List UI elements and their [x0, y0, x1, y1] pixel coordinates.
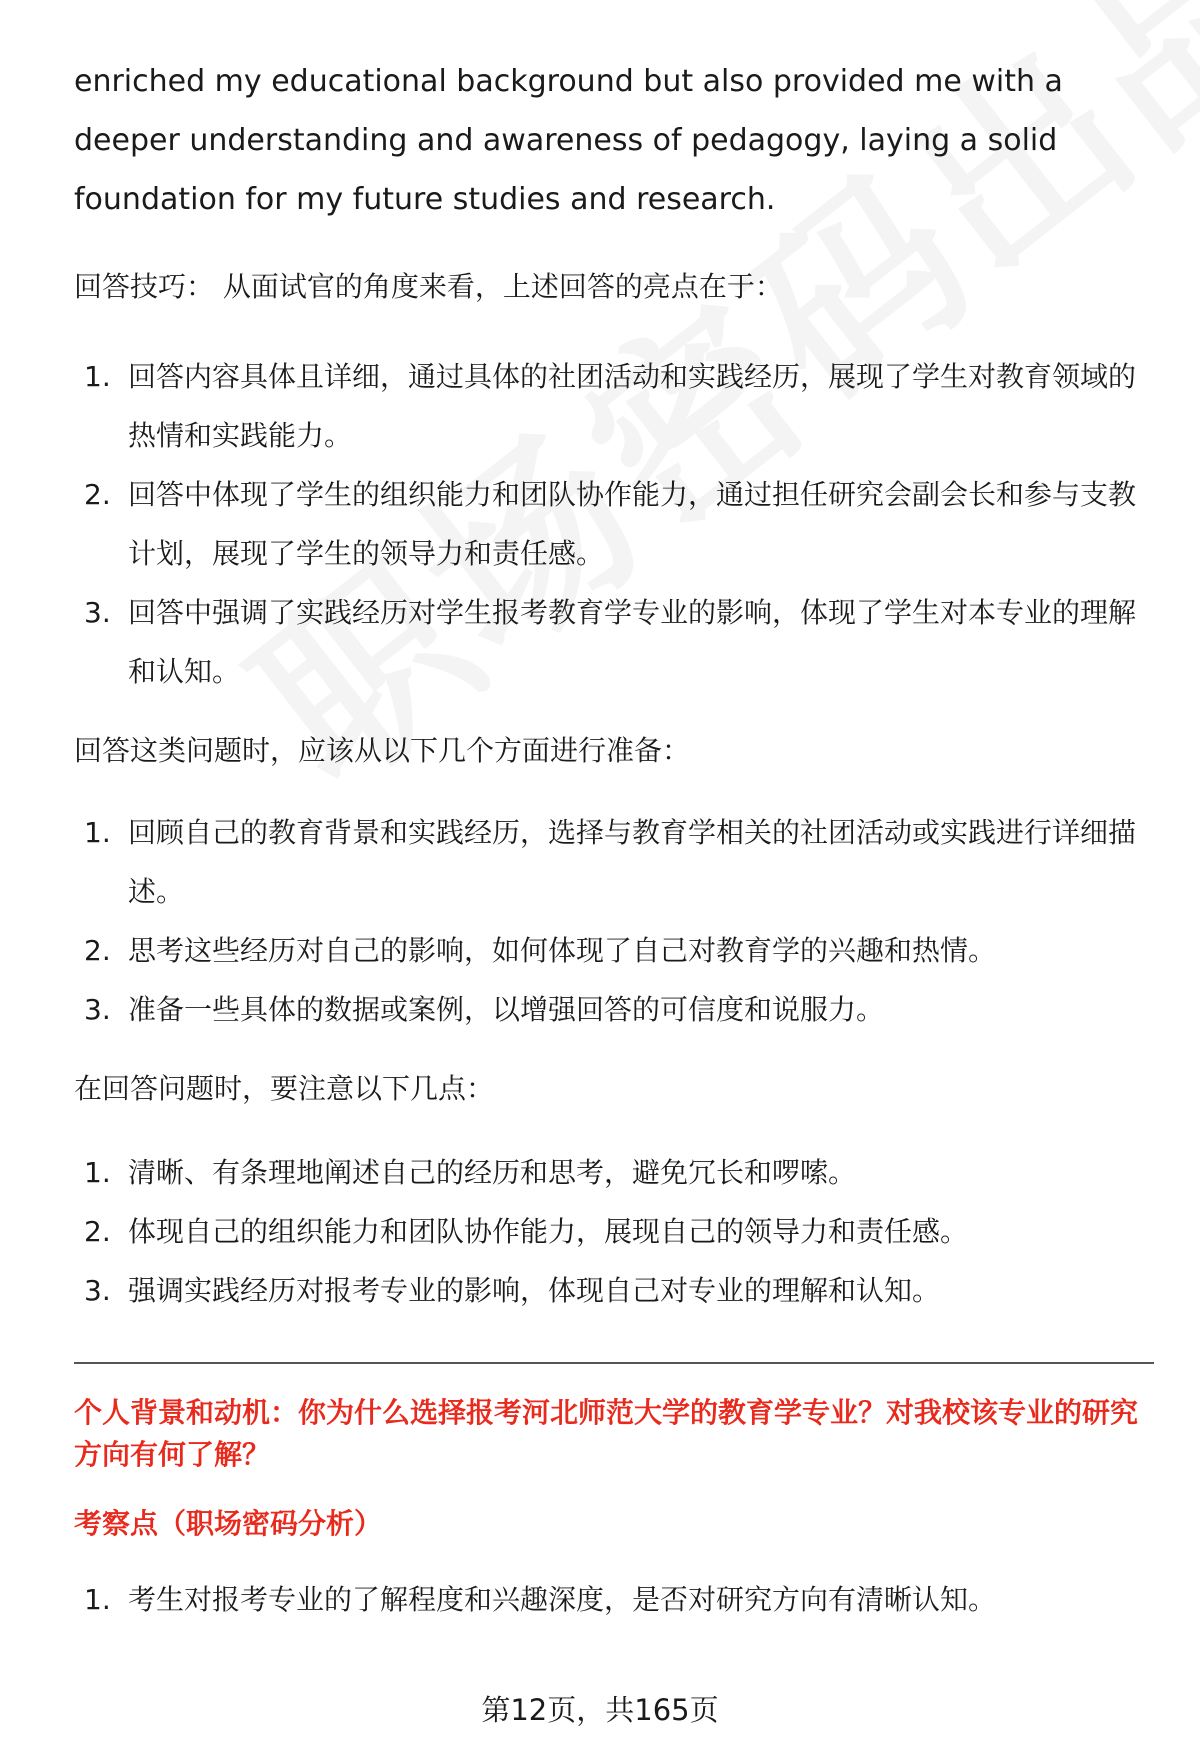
list-number: 2. [84, 934, 111, 967]
list-item-text: 清晰、有条理地阐述自己的经历和思考，避免冗长和啰嗦。 [128, 1156, 857, 1189]
question-heading: 个人背景和动机：你为什么选择报考河北师范大学的教育学专业？对我校该专业的研究方向有何了解？ [74, 1396, 1139, 1471]
list-number: 3. [84, 1274, 111, 1307]
list-number: 1. [84, 816, 111, 849]
list-item-text: 回答内容具体且详细，通过具体的社团活动和实践经历，展现了学生对教育领域的热情和实践能力。 [128, 360, 1137, 452]
list-item [74, 921, 1140, 980]
list-item [74, 803, 1140, 921]
notice-intro: 在回答问题时，要注意以下几点： [74, 1072, 495, 1105]
exam-points-list [74, 1570, 1140, 1629]
list-number: 3. [84, 993, 111, 1026]
list-number: 1. [84, 1156, 111, 1189]
list-item [74, 1202, 1140, 1261]
list-item-text: 回答中体现了学生的组织能力和团队协作能力，通过担任研究会副会长和参与支教计划，展现了学生的领导力和责任感。 [128, 478, 1137, 570]
list-item-text: 回答中强调了实践经历对学生报考教育学专业的影响，体现了学生对本专业的理解和认知。 [128, 596, 1137, 688]
section-divider [74, 1362, 1154, 1364]
list-number: 1. [84, 1583, 111, 1616]
highlights-list [74, 347, 1140, 701]
list-item-text: 考生对报考专业的了解程度和兴趣深度，是否对研究方向有清晰认知。 [128, 1583, 997, 1616]
preparation-intro: 回答这类问题时，应该从以下几个方面进行准备： [74, 734, 691, 767]
list-item-text: 回顾自己的教育背景和实践经历，选择与教育学相关的社团活动或实践进行详细描述。 [128, 816, 1137, 908]
list-number: 1. [84, 360, 111, 393]
list-item [74, 583, 1140, 701]
notice-list [74, 1143, 1140, 1320]
list-item [74, 1570, 1140, 1629]
list-item [74, 980, 1140, 1039]
intro-paragraph: enriched my educational background but also provided me with a deeper understanding and awareness of pedagogy, laying a solid foundation for my future studies and research. [74, 64, 1063, 217]
list-item [74, 347, 1140, 465]
list-number: 3. [84, 596, 111, 629]
list-item [74, 1261, 1140, 1320]
answer-skill-intro: 回答技巧： 从面试官的角度来看，上述回答的亮点在于： [74, 270, 783, 303]
page-footer: 第12页，共165页 [481, 1693, 719, 1727]
list-item [74, 1143, 1140, 1202]
content-area [74, 52, 1140, 1629]
exam-point-heading: 考察点（职场密码分析） [74, 1507, 383, 1540]
list-item-text: 体现自己的组织能力和团队协作能力，展现自己的领导力和责任感。 [128, 1215, 969, 1248]
list-number: 2. [84, 1215, 111, 1248]
preparation-list [74, 803, 1140, 1039]
list-number: 2. [84, 478, 111, 511]
list-item [74, 465, 1140, 583]
list-item-text: 强调实践经历对报考专业的影响，体现自己对专业的理解和认知。 [128, 1274, 941, 1307]
list-item-text: 准备一些具体的数据或案例，以增强回答的可信度和说服力。 [128, 993, 885, 1026]
list-item-text: 思考这些经历对自己的影响，如何体现了自己对教育学的兴趣和热情。 [128, 934, 997, 967]
